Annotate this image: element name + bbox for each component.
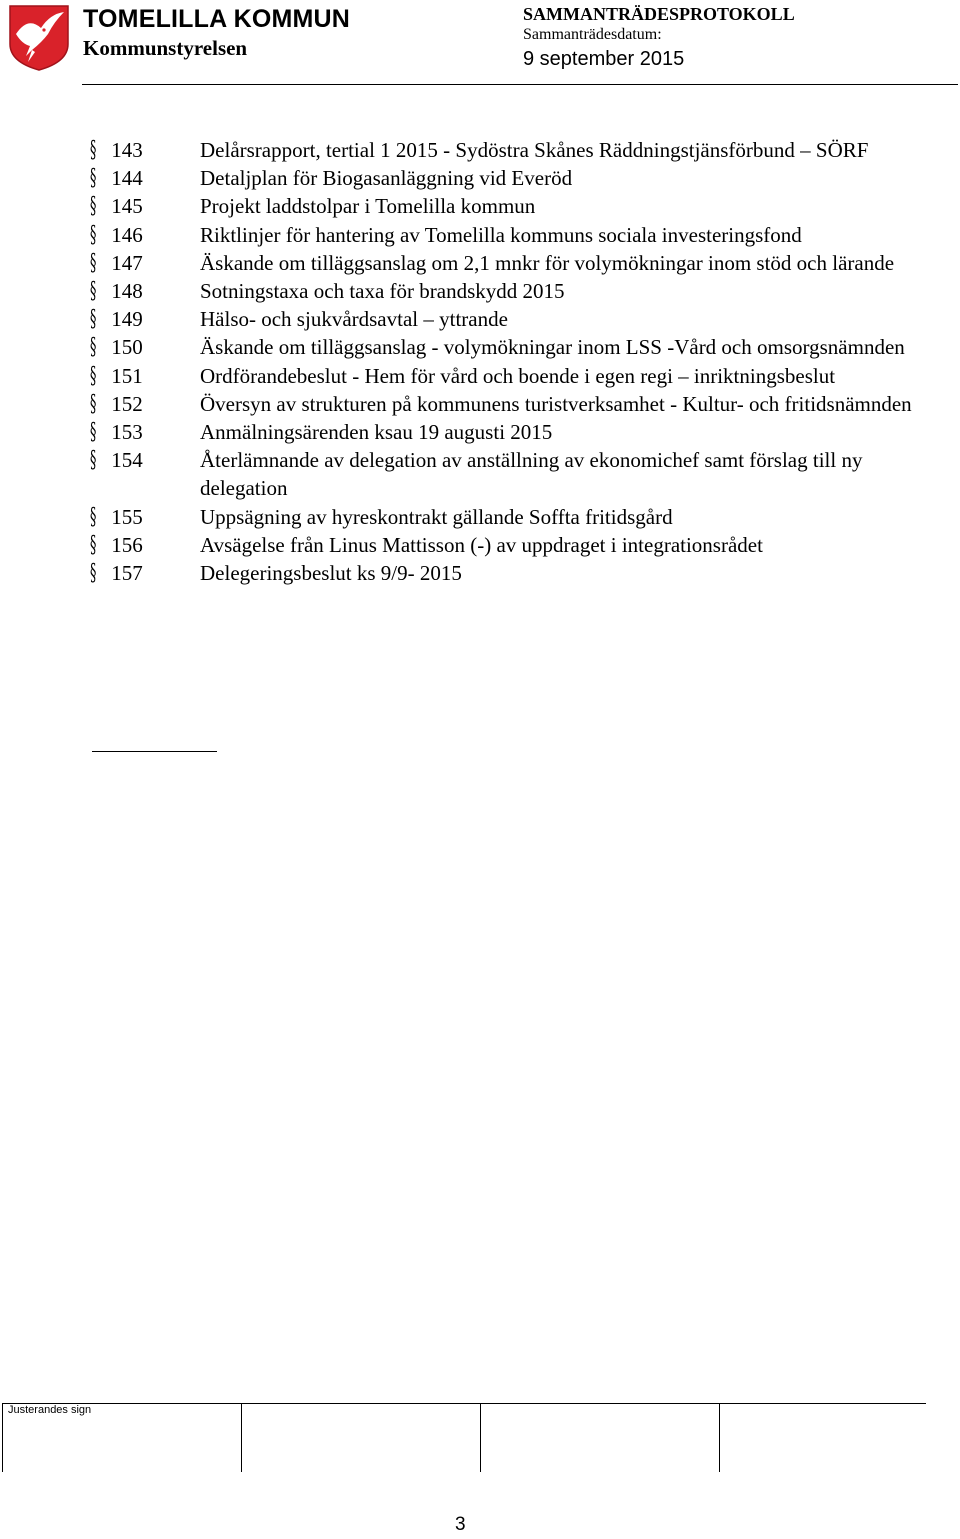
agenda-item-number xyxy=(90,503,143,531)
signature-cell[interactable] xyxy=(241,1404,242,1472)
section-symbol-icon: § xyxy=(90,249,97,276)
department-name: Kommunstyrelsen xyxy=(83,36,248,60)
section-symbol-icon: § xyxy=(90,362,97,389)
section-symbol-icon: § xyxy=(90,447,97,474)
section-symbol-icon: § xyxy=(90,503,97,530)
agenda-item-number-text: 143 xyxy=(111,138,143,162)
agenda-list xyxy=(90,136,940,587)
agenda-item-number-text: 154 xyxy=(111,448,143,473)
agenda-item xyxy=(90,277,940,305)
agenda-item-number-text: 150 xyxy=(111,335,143,360)
agenda-item xyxy=(90,503,940,531)
agenda-item-title: Sotningstaxa och taxa för brandskydd 2015 xyxy=(200,279,565,304)
signature-cell[interactable] xyxy=(2,1404,3,1472)
agenda-item-number xyxy=(90,531,143,559)
section-symbol-icon: § xyxy=(90,390,97,417)
agenda-item-number-text: 153 xyxy=(111,420,143,445)
agenda-item xyxy=(90,136,940,164)
agenda-item xyxy=(90,333,940,361)
agenda-item-number-text: 147 xyxy=(111,250,143,275)
agenda-item-title: Delårsrapport, tertial 1 2015 - Sydöstra Skånes Räddningstjänsförbund – SÖRF xyxy=(200,138,869,162)
section-symbol-icon: § xyxy=(90,221,97,248)
agenda-item-number-text: 157 xyxy=(111,561,143,586)
signature-cell[interactable] xyxy=(719,1404,720,1472)
agenda-item-number-text: 156 xyxy=(111,532,143,557)
agenda-item-number xyxy=(90,362,143,390)
agenda-item xyxy=(90,362,940,390)
org-name: TOMELILLA KOMMUN xyxy=(83,5,351,33)
page-number: 3 xyxy=(455,1514,466,1535)
document-header xyxy=(0,0,960,90)
section-symbol-icon: § xyxy=(90,419,97,446)
agenda-item-number xyxy=(90,333,143,361)
agenda-item-number xyxy=(90,446,143,474)
agenda-item-number-text: 152 xyxy=(111,391,143,416)
agenda-item-number-text: 149 xyxy=(111,307,143,332)
agenda-item xyxy=(90,305,940,333)
agenda-item-title: Delegeringsbeslut ks 9/9- 2015 xyxy=(200,561,462,586)
agenda-item-number-text: 146 xyxy=(111,222,143,247)
agenda-item xyxy=(90,221,940,249)
agenda-item-number xyxy=(90,192,143,220)
agenda-item-title: Äskande om tilläggsanslag - volymökningar inom LSS -Vård och omsorgsnämnden xyxy=(200,335,905,360)
agenda-item-number xyxy=(90,305,143,333)
agenda-item-number xyxy=(90,559,143,587)
agenda-item-title: Uppsägning av hyreskontrakt gällande Soffta fritidsgård xyxy=(200,504,673,529)
agenda-item-title: Projekt laddstolpar i Tomelilla kommun xyxy=(200,194,536,219)
agenda-item-number-text: 148 xyxy=(111,279,143,304)
section-symbol-icon: § xyxy=(90,278,97,305)
agenda-item-number-text: 155 xyxy=(111,504,143,529)
signature-label: Justerandes sign xyxy=(8,1404,92,1416)
agenda-item xyxy=(90,531,940,559)
meeting-date-value: 9 september 2015 xyxy=(523,48,685,70)
meeting-date-label: Sammanträdesdatum: xyxy=(523,26,662,43)
agenda-item-number xyxy=(90,418,143,446)
agenda-item-number xyxy=(90,221,143,249)
section-symbol-icon: § xyxy=(90,193,97,220)
agenda-item-number xyxy=(90,164,143,192)
agenda-item-title: Ordförandebeslut - Hem för vård och boende i egen regi – inriktningsbeslut xyxy=(200,363,836,388)
agenda-item-number xyxy=(90,249,143,277)
agenda-item-title: Hälso- och sjukvårdsavtal – yttrande xyxy=(200,307,508,332)
agenda-item-number xyxy=(90,277,143,305)
agenda-item xyxy=(90,249,940,277)
agenda-item-title: Återlämnande av delegation av anställning av ekonomichef samt förslag till ny delegation xyxy=(200,448,863,501)
signature-box xyxy=(2,1403,926,1472)
agenda-item-number-text: 145 xyxy=(111,194,143,219)
agenda-item-title: Avsägelse från Linus Mattisson (-) av uppdraget i integrationsrådet xyxy=(200,532,763,557)
section-symbol-icon: § xyxy=(90,560,97,587)
agenda-item xyxy=(90,418,940,446)
agenda-item-title: Översyn av strukturen på kommunens turistverksamhet - Kultur- och fritidsnämnden xyxy=(200,391,912,416)
document-type: SAMMANTRÄDESPROTOKOLL xyxy=(523,4,795,24)
section-symbol-icon: § xyxy=(90,531,97,558)
section-symbol-icon: § xyxy=(90,165,97,192)
section-symbol-icon: § xyxy=(90,306,97,333)
agenda-item-number-text: 151 xyxy=(111,363,143,388)
agenda-item-number xyxy=(90,390,143,418)
agenda-item xyxy=(90,559,940,587)
agenda-item-title: Äskande om tilläggsanslag om 2,1 mnkr för volymökningar inom stöd och lärande xyxy=(200,250,895,275)
agenda-item-title: Anmälningsärenden ksau 19 augusti 2015 xyxy=(200,420,553,445)
section-symbol-icon: § xyxy=(90,334,97,361)
agenda-item xyxy=(90,164,940,192)
agenda-item-number-text: 144 xyxy=(111,166,143,191)
agenda-item-title: Detaljplan för Biogasanläggning vid Everöd xyxy=(200,166,573,191)
signature-cell[interactable] xyxy=(480,1404,481,1472)
agenda-end-divider xyxy=(92,751,217,752)
agenda-item xyxy=(90,446,940,502)
agenda-item-number xyxy=(90,136,143,164)
section-symbol-icon: § xyxy=(90,137,97,163)
agenda-item-title: Riktlinjer för hantering av Tomelilla kommuns sociala investeringsfond xyxy=(200,222,802,247)
header-divider xyxy=(82,84,958,85)
agenda-item xyxy=(90,192,940,220)
agenda-item xyxy=(90,390,940,418)
seagull-shield-icon xyxy=(8,4,70,72)
